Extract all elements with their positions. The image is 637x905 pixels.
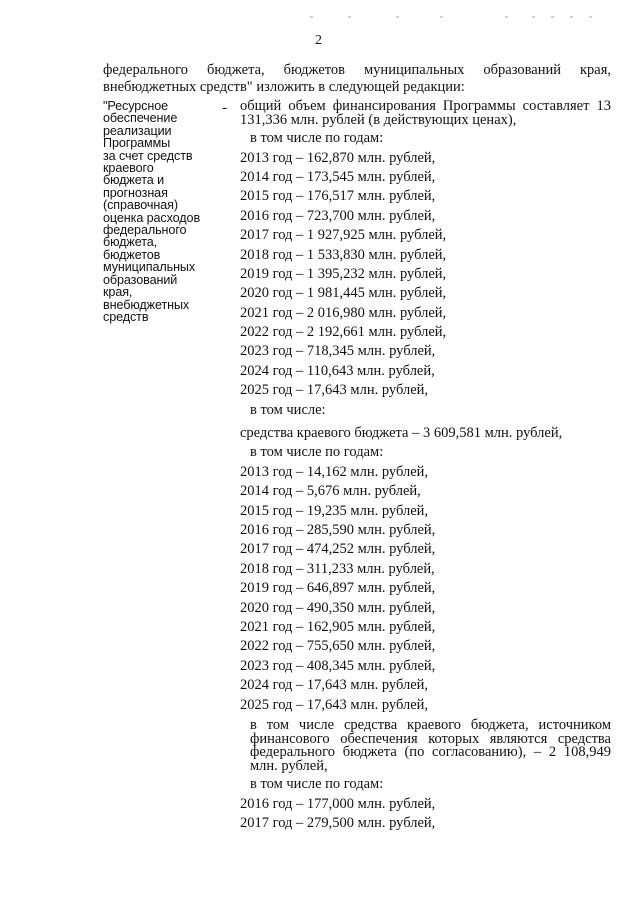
regional-year-row: 2016 год – 285,590 млн. рублей,	[240, 522, 436, 538]
scan-noise	[300, 16, 600, 22]
regional-year-row: 2018 год – 311,233 млн. рублей,	[240, 560, 435, 577]
resource-values-column	[240, 100, 611, 833]
federal-by-year-label: в том числе по годам:	[250, 776, 384, 793]
year-row: 2023 год – 718,345 млн. рублей,	[240, 343, 436, 360]
regional-year-row: 2020 год – 490,350 млн. рублей,	[240, 599, 436, 616]
intro-paragraph: федерального бюджета, бюджетов муниципальных образований края, внебюджетных средств" изложить в следующей редакции:	[103, 62, 611, 95]
regional-year-row: 2024 год – 17,643 млн. рублей,	[240, 677, 429, 694]
total-funding-paragraph: общий объем финансирования Программы составляет 13 131,336 млн. рублей (в действующих ценах),	[240, 98, 611, 128]
year-row: 2025 год – 17,643 млн. рублей,	[240, 382, 429, 399]
year-row: 2021 год – 2 016,980 млн. рублей,	[240, 304, 447, 321]
label-line: муниципальных	[103, 260, 196, 275]
resource-label-column	[103, 100, 221, 323]
year-row: 2020 год – 1 981,445 млн. рублей,	[240, 285, 447, 302]
label-line: (справочная)	[103, 198, 178, 213]
regional-year-row: 2025 год – 17,643 млн. рублей,	[240, 696, 429, 713]
label-line: края,	[103, 285, 133, 300]
regional-year-row: 2023 год – 408,345 млн. рублей,	[240, 657, 436, 674]
label-line: средств	[103, 309, 149, 324]
regional-year-row: 2013 год – 14,162 млн. рублей,	[240, 463, 429, 480]
including-label: в том числе:	[250, 401, 326, 418]
regional-by-year-label: в том числе по годам:	[250, 444, 384, 461]
year-row: 2022 год – 2 192,661 млн. рублей,	[240, 324, 447, 341]
label-line: прогнозная	[103, 185, 168, 200]
year-row: 2018 год – 1 533,830 млн. рублей,	[240, 246, 447, 263]
label-line: федерального	[103, 223, 187, 238]
label-line: бюджетов	[103, 247, 161, 262]
federal-funding-paragraph: в том числе средства краевого бюджета, источником финансового обеспечения которых являются средства федерального бюджета (по согласованию), – 2 108,949 млн. рублей,	[250, 716, 611, 774]
label-line: "Ресурсное	[103, 99, 169, 113]
label-line: обеспечение	[103, 111, 178, 126]
label-line: за счет средств	[103, 148, 193, 163]
federal-year-row: 2016 год – 177,000 млн. рублей,	[240, 795, 436, 812]
label-line: реализации	[103, 123, 172, 138]
regional-year-row: 2022 год – 755,650 млн. рублей,	[240, 638, 436, 655]
regional-year-row: 2017 год – 474,252 млн. рублей,	[240, 541, 436, 558]
year-row: 2014 год – 173,545 млн. рублей,	[240, 168, 436, 185]
label-line: краевого	[103, 161, 154, 176]
year-row: 2013 год – 162,870 млн. рублей,	[240, 149, 436, 166]
label-line: бюджета,	[103, 235, 158, 250]
regional-total: средства краевого бюджета – 3 609,581 млн. рублей,	[240, 425, 563, 442]
regional-year-row: 2014 год – 5,676 млн. рублей,	[240, 483, 421, 500]
year-row: 2015 год – 176,517 млн. рублей,	[240, 188, 436, 205]
regional-year-row: 2021 год – 162,905 млн. рублей,	[240, 618, 436, 635]
label-line: бюджета и	[103, 173, 165, 188]
regional-year-row: 2015 год – 19,235 млн. рублей,	[240, 502, 429, 519]
regional-year-row: 2019 год – 646,897 млн. рублей,	[240, 580, 436, 597]
year-row: 2017 год – 1 927,925 млн. рублей,	[240, 227, 447, 244]
label-line: внебюджетных	[103, 297, 190, 312]
list-dash: -	[222, 100, 227, 116]
label-line: оценка расходов	[103, 210, 201, 225]
by-year-label: в том числе по годам:	[250, 130, 384, 147]
year-row: 2024 год – 110,643 млн. рублей,	[240, 362, 435, 379]
label-line: Программы	[103, 136, 171, 151]
federal-year-row: 2017 год – 279,500 млн. рублей,	[240, 815, 436, 832]
year-row: 2019 год – 1 395,232 млн. рублей,	[240, 265, 447, 282]
label-line: образований	[103, 272, 178, 287]
page-number: 2	[315, 33, 322, 48]
year-row: 2016 год – 723,700 млн. рублей,	[240, 207, 436, 224]
